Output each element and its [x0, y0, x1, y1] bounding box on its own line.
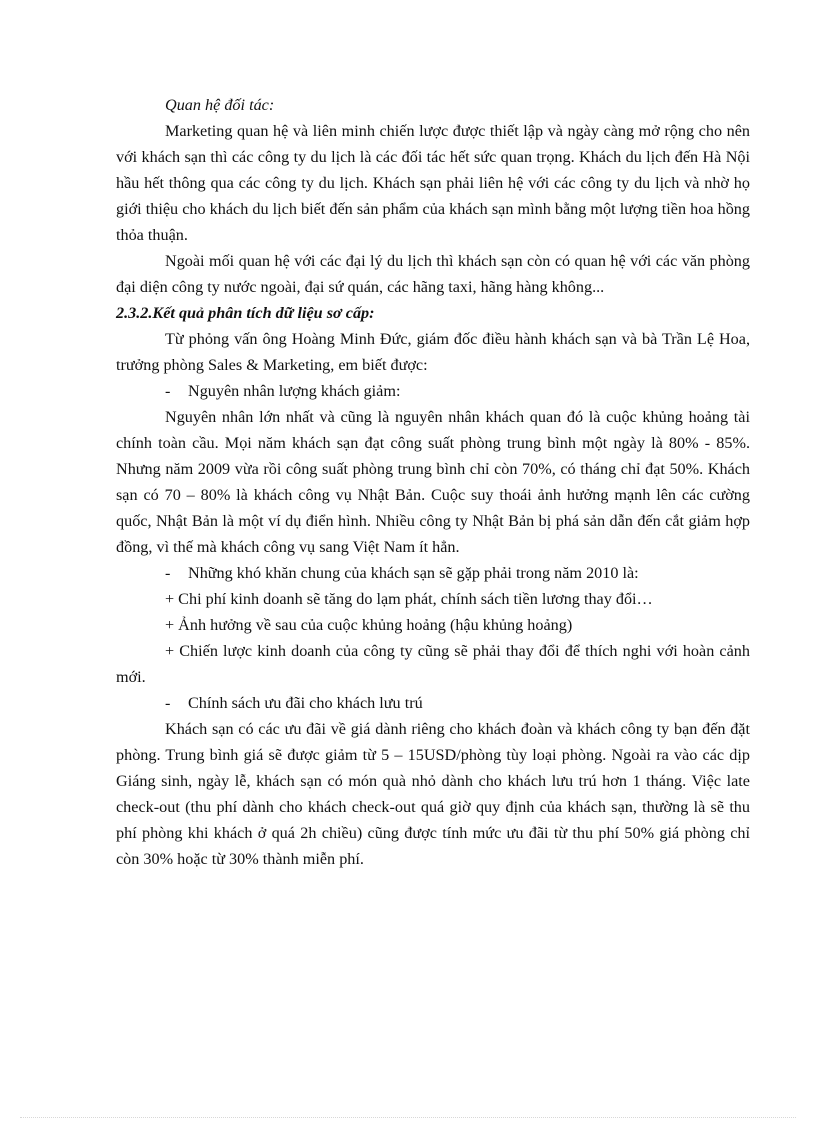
partners-heading: Quan hệ đối tác: — [165, 96, 275, 114]
dash-bullet: - — [165, 382, 171, 400]
cause-paragraph: Nguyên nhân lớn nhất và cũng là nguyên nhân khách quan đó là cuộc khủng hoảng tài chính toàn cầu. Mọi năm khách sạn đạt công suất phòng trung bình một ngày là 80% - 85%. Nhưng năm 2009 vừa rồi công suất phòng trung bình chỉ còn 70%, có tháng chỉ đạt 50%. Khách sạn có 70 – 80% là khách công vụ Nhật Bản. Cuộc suy thoái ảnh hưởng mạnh lên các cường quốc, Nhật Bản là một ví dụ điển hình. Nhiều công ty Nhật Bản bị phá sản dẫn đến cắt giảm hợp đồng, vì thế mà khách công vụ sang Việt Nam ít hẳn. — [116, 408, 750, 556]
section-heading: 2.3.2.Kết quả phân tích dữ liệu sơ cấp: — [116, 304, 375, 322]
policy-paragraph: Khách sạn có các ưu đãi về giá dành riêng cho khách đoàn và khách công ty bạn đến đặt phòng. Trung bình giá sẽ được giảm từ 5 – 15USD/phòng tùy loại phòng. Ngoài ra vào các dịp Giáng sinh, ngày lễ, khách sạn có món quà nhỏ dành cho khách lưu trú hơn 1 tháng. Việc late check-out (thu phí dành cho khách check-out quá giờ quy định của khách sạn, thường là sẽ thu phí phòng khi khách ở quá 2h chiều) cũng được tính mức ưu đãi từ thu phí 50% giá phòng chỉ còn 30% hoặc từ 30% thành miễn phí. — [116, 720, 750, 868]
dash-bullet: - — [165, 564, 171, 582]
partners-paragraph-1: Marketing quan hệ và liên minh chiến lược được thiết lập và ngày càng mở rộng cho nên với khách sạn thì các công ty du lịch là các đối tác hết sức quan trọng. Khách du lịch đến Hà Nội hầu hết thông qua các công ty du lịch. Khách sạn phải liên hệ với các công ty du lịch và nhờ họ giới thiệu cho khách du lịch biết đến sản phẩm của khách sạn mình bằng một lượng tiền hoa hồng thỏa thuận. — [116, 122, 750, 244]
plus-item-aftermath: + Ảnh hưởng về sau của cuộc khủng hoảng (hậu khủng hoảng) — [165, 616, 573, 634]
list-item-difficulties — [116, 560, 750, 586]
partners-paragraph-2: Ngoài mối quan hệ với các đại lý du lịch thì khách sạn còn có quan hệ với các văn phòng đại diện công ty nước ngoài, đại sứ quán, các hãng taxi, hãng hàng không... — [116, 252, 750, 296]
page-bottom-divider — [20, 1117, 796, 1118]
list-item-policy — [116, 690, 750, 716]
document-body — [116, 92, 750, 872]
list-item-cause — [116, 378, 750, 404]
plus-item-strategy: + Chiến lược kinh doanh của công ty cũng sẽ phải thay đổi để thích nghi với hoàn cảnh mới. — [116, 642, 750, 686]
dash-bullet: - — [165, 694, 171, 712]
list-item-text: Chính sách ưu đãi cho khách lưu trú — [188, 694, 423, 712]
plus-item-costs: + Chi phí kinh doanh sẽ tăng do lạm phát, chính sách tiền lương thay đổi… — [165, 590, 653, 608]
interview-paragraph: Từ phỏng vấn ông Hoàng Minh Đức, giám đốc điều hành khách sạn và bà Trần Lệ Hoa, trưởng phòng Sales & Marketing, em biết được: — [116, 330, 750, 374]
list-item-text: Nguyên nhân lượng khách giảm: — [188, 382, 401, 400]
list-item-text: Những khó khăn chung của khách sạn sẽ gặp phải trong năm 2010 là: — [188, 564, 639, 582]
